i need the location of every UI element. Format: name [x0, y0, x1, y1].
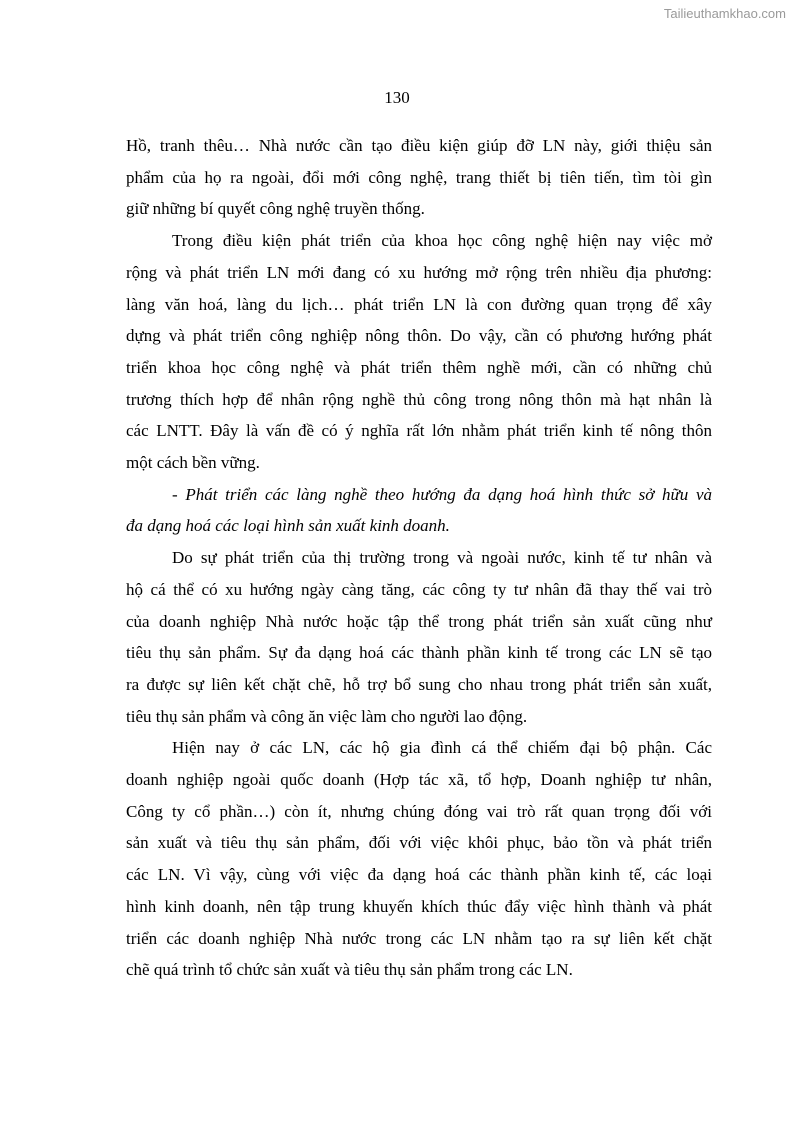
text-line: giữ những bí quyết công nghệ truyền thống. — [126, 199, 425, 219]
text-line: chẽ quá trình tổ chức sản xuất và tiêu thụ sản phẩm trong các LN. — [126, 960, 573, 980]
text-line: hình kinh doanh, nên tập trung khuyến khích thúc đẩy việc hình thành và phát — [126, 896, 712, 916]
text-line: Hồ, tranh thêu… Nhà nước cần tạo điều kiện giúp đỡ LN này, giới thiệu sản — [126, 136, 712, 155]
paragraph — [126, 542, 712, 732]
text-line: trương thích hợp để nhân rộng nghề thủ công trong nông thôn mà hạt nhân là — [126, 389, 712, 409]
text-line: sản xuất và tiêu thụ sản phẩm, đối với việc khôi phục, bảo tồn và phát triển — [126, 833, 712, 853]
text-line: tiêu thụ sản phẩm và công ăn việc làm cho người lao động. — [126, 706, 528, 726]
text-line: tiêu thụ sản phẩm. Sự đa dạng hoá các thành phần kinh tế trong các LN sẽ tạo — [126, 643, 712, 663]
text-line: rộng và phát triển LN mới đang có xu hướng mở rộng trên nhiều địa phương: — [126, 262, 712, 282]
page-number: 130 — [384, 88, 410, 107]
text-line: dựng và phát triển công nghiệp nông thôn. Do vậy, cần có phương hướng phát — [126, 326, 712, 346]
text-line: Công ty cổ phần…) còn ít, nhưng chúng đóng vai trò rất quan trọng đối với — [126, 801, 712, 821]
paragraph — [126, 225, 712, 479]
text-line: phẩm của họ ra ngoài, đổi mới công nghệ, trang thiết bị tiên tiến, tìm tòi gìn — [126, 167, 712, 187]
text-line: Do sự phát triển của thị trường trong và ngoài nước, kinh tế tư nhân và — [172, 548, 712, 568]
body-text — [126, 130, 712, 986]
text-line: ra được sự liên kết chặt chẽ, hỗ trợ bổ sung cho nhau trong phát triển sản xuất, — [126, 674, 712, 694]
text-line: triển các doanh nghiệp Nhà nước trong các LN nhằm tạo ra sự liên kết chặt — [126, 928, 712, 948]
text-line: một cách bền vững. — [126, 453, 260, 473]
text-line: đa dạng hoá các loại hình sản xuất kinh doanh. — [126, 516, 450, 536]
text-line: làng văn hoá, làng du lịch… phát triển LN là con đường quan trọng để xây — [126, 294, 712, 314]
text-line: các LNTT. Đây là vấn đề có ý nghĩa rất lớn nhằm phát triển kinh tế nông thôn — [126, 421, 712, 441]
text-line: Hiện nay ở các LN, các hộ gia đình cá thể chiếm đại bộ phận. Các — [172, 738, 712, 758]
text-line: hộ cá thể có xu hướng ngày càng tăng, các công ty tư nhân đã thay thế vai trò — [126, 579, 712, 599]
text-line: triển khoa học công nghệ và phát triển thêm nghề mới, cần có những chủ — [126, 357, 712, 377]
paragraph — [126, 732, 712, 986]
text-line: doanh nghiệp ngoài quốc doanh (Hợp tác xã, tổ hợp, Doanh nghiệp tư nhân, — [126, 770, 712, 790]
text-line: của doanh nghiệp Nhà nước hoặc tập thể trong phát triển sản xuất cũng như — [126, 611, 712, 631]
text-line: Trong điều kiện phát triển của khoa học công nghệ hiện nay việc mở — [172, 231, 712, 251]
watermark: Tailieuthamkhao.com — [663, 6, 786, 21]
paragraph — [126, 130, 712, 225]
paragraph — [126, 479, 712, 542]
text-line: các LN. Vì vậy, cùng với việc đa dạng hoá các thành phần kinh tế, các loại — [126, 865, 712, 885]
text-line: - Phát triển các làng nghề theo hướng đa dạng hoá hình thức sở hữu và — [172, 484, 712, 504]
